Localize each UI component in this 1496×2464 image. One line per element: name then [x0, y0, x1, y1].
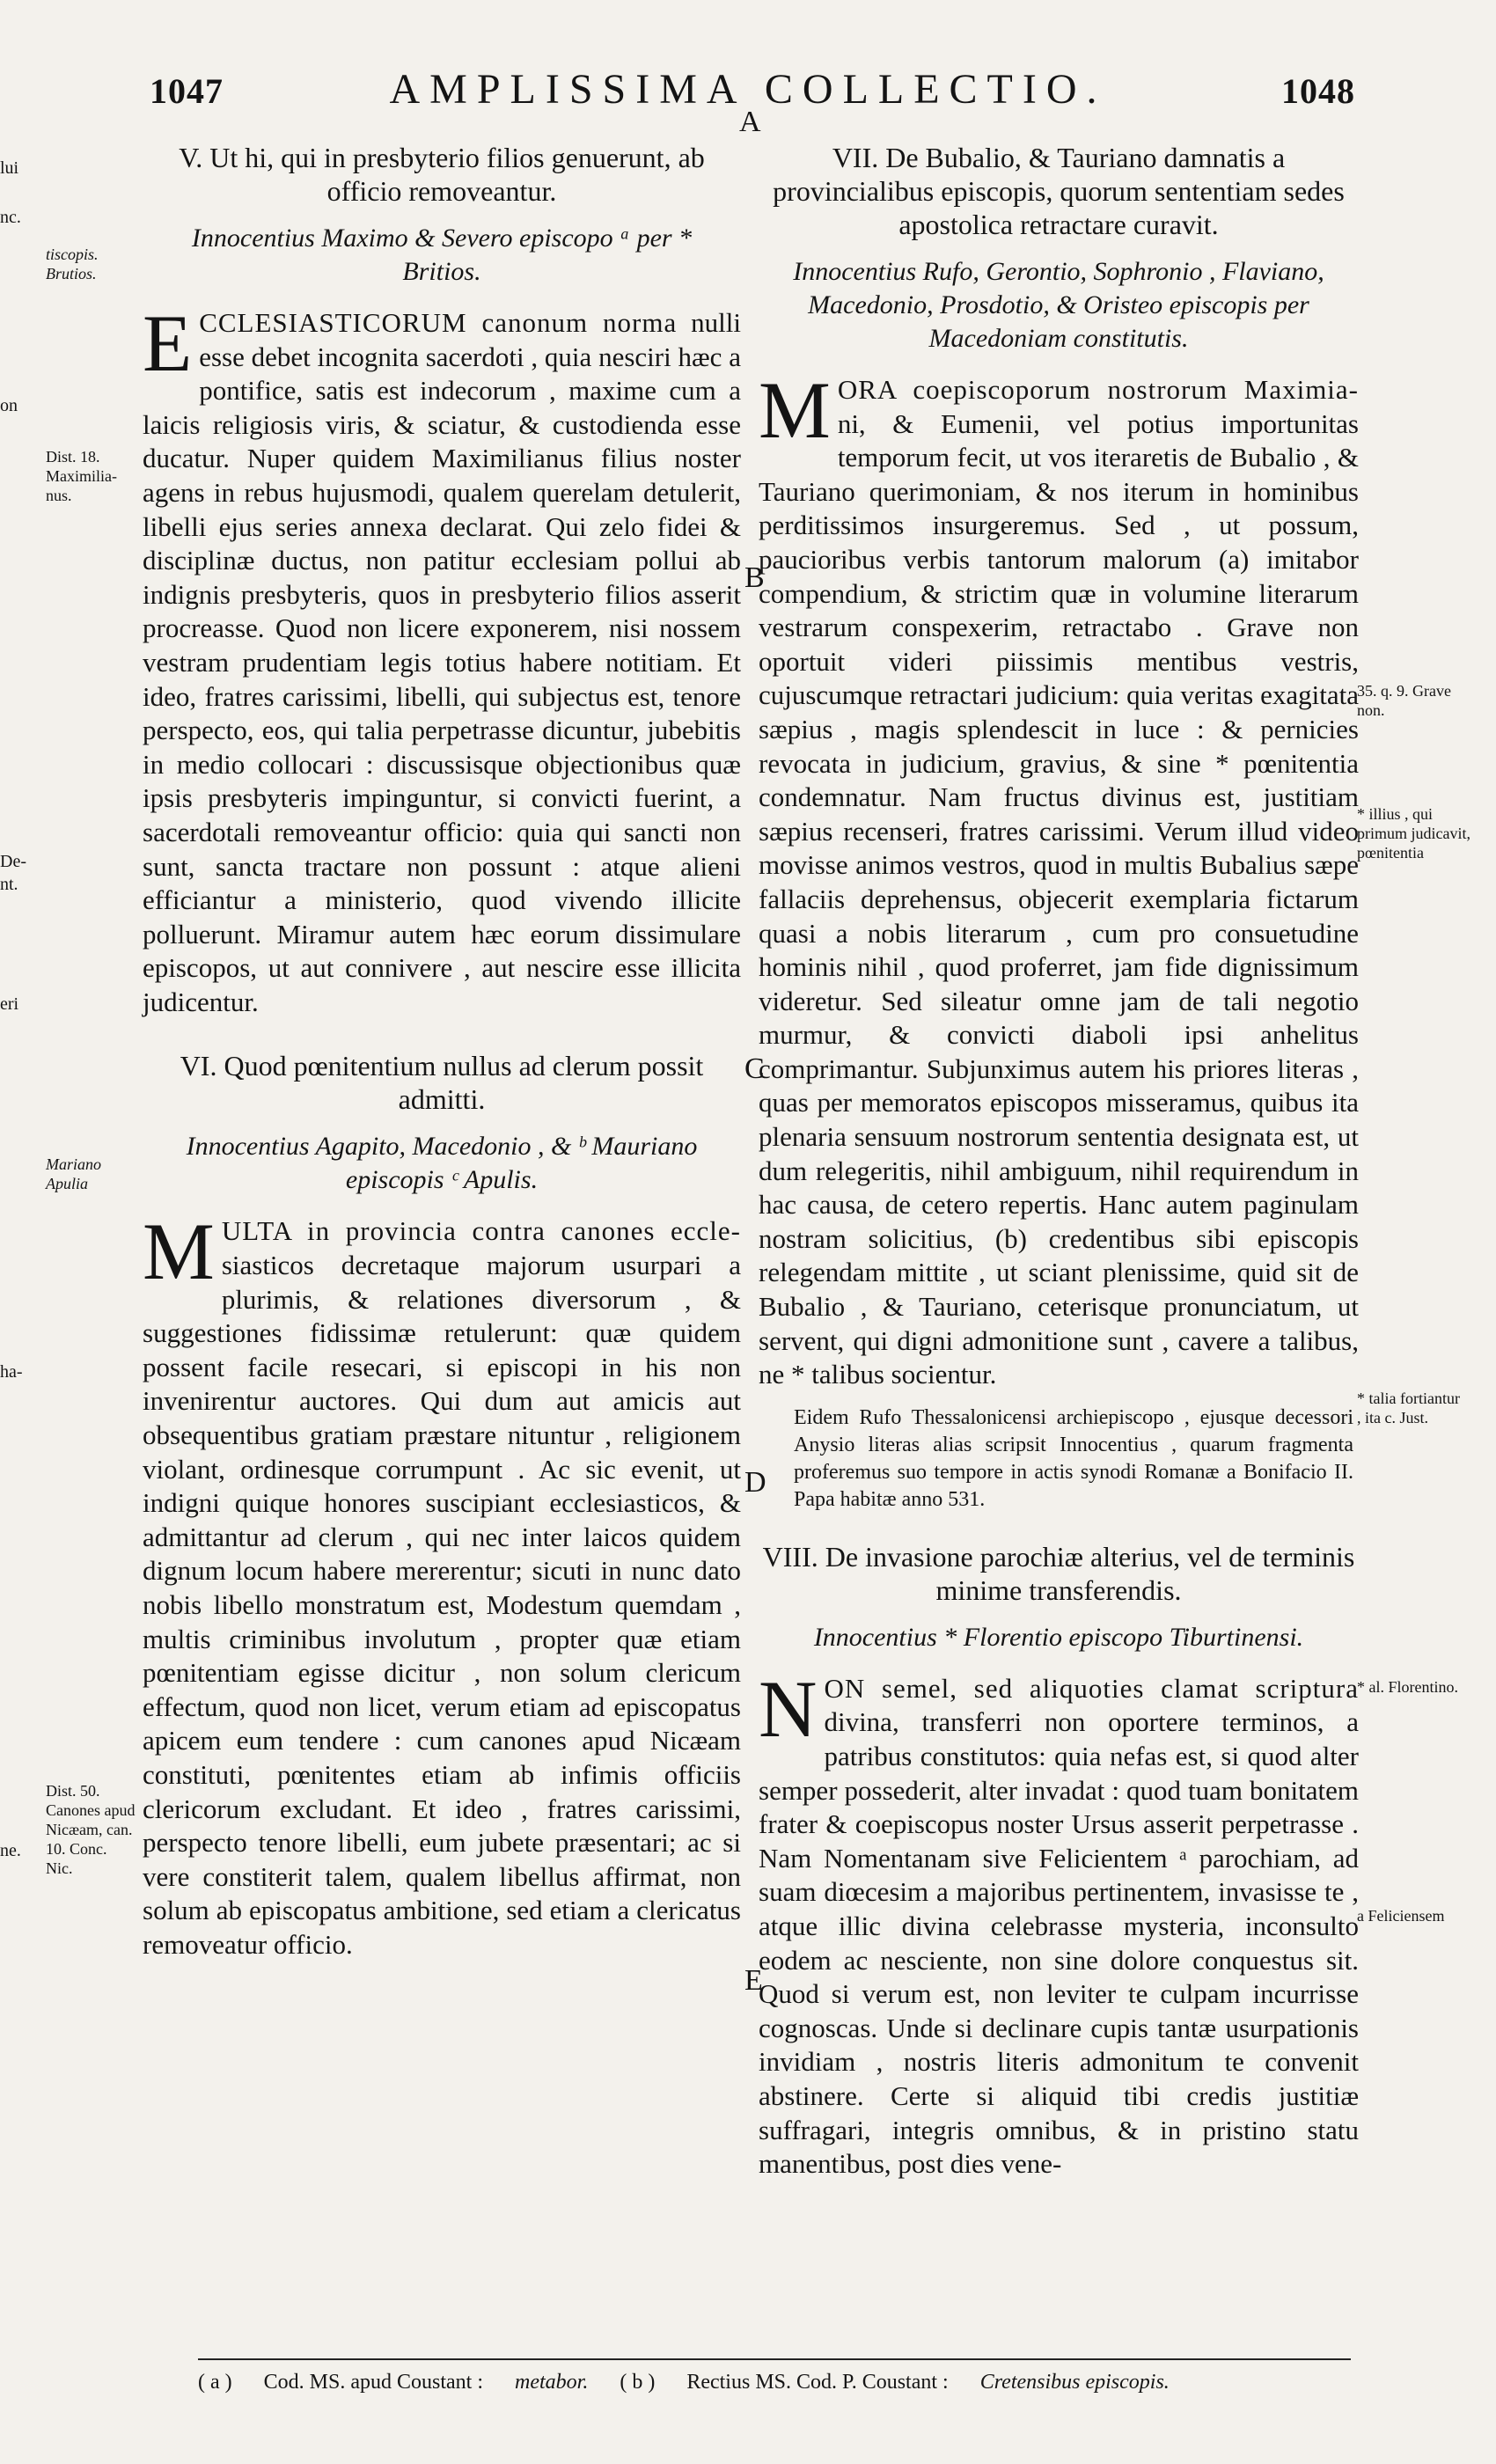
cut-edge-text: De-: [0, 852, 26, 871]
section-mark-a: A: [739, 106, 761, 138]
section-inscription: Innocentius Agapito, Macedonio , & ᵇ Mauriano episcopis ᶜ Apulis.: [186, 1132, 698, 1195]
margin-letter-b: B: [744, 561, 765, 594]
paragraph-text: divina, transferri non oportere terminos, a patribus constitutos: quia nefas est, si quod alter semper possederit, alter invadat : quod tuam bonitatem frater & coepiscopus noster Ursus asserit perpetrasse . Nam Nomentanam sive Felicientem ᵃ parochiam, ad suam diœcesim a majoribus pertinentem, invasisse te , atque illic divina celebrasse mysteria, inconsulto eodem ac nesciente, non sine dolore conquestus sit. Quod si verum est, non leviter te culpam incurrisse cognoscas. Unde si declinare cupis tantæ usurpationis invidiam , nostris literis admonitum te convenit abstinere. Certe si aliquid tibi credis justitiæ suffragari, integris omnibus, & in pristino statu manentibus, post dies vene-: [759, 1706, 1359, 2180]
margin-note: Apulia: [46, 1175, 88, 1192]
margin-note: Dist. 18. Maximilia-nus.: [46, 448, 117, 504]
margin-note: 35. q. 9. Grave non.: [1357, 682, 1451, 719]
drop-capital: M: [143, 1206, 215, 1297]
footnote-text: Rectius MS. Cod. P. Coustant :: [686, 2371, 949, 2394]
margin-note: Dist. 50. Canones apud Nicæam, can. 10. Conc. Nic.: [46, 1782, 136, 1877]
margin-letter-d: D: [744, 1466, 766, 1499]
paragraph-text: siasticos decretaque majorum usurpari a plurimis, & relationes diversorum , & suggestiones fidissimæ retulerunt: quæ quidem possent facile resecari, si episcopi in his non invenirentur auctores. Qui dum aut amicis aut obsequentibus gratiam præstare nituntur , religionem violant, ordinesque corrumpunt . Ac sic evenit, ut indigni quique honores suscipiant ecclesiasticos, & admittantur ad clerum , qui nec inter laicos quidem dignum locum habere mererentur; sicuti in nunc dato nobis libello monstratum est, Modestum quemdam , multis criminibus involutum , propter quæ etiam pœnitentiam egisse dicitur , non solum clericum effectum, quod non licet, verum etiam ad episcopatus apicem eum tendere : cum canones apud Nicæam constituti, pœnitentes etiam ab infimis officiis clericorum excludant. Et ideo , fratres carissimi, perspecto tenore libelli, eum jubete præsentari; ac si vere constiterit talem, qualem libellus affirmat, non solum ab episcopatus ambitione, sed etiam a clericatus removeatur officio.: [143, 1250, 741, 1960]
footnote-label: ( b ): [620, 2371, 656, 2394]
page-number-left: 1047: [150, 71, 224, 111]
margin-note: a Feliciensem: [1357, 1907, 1445, 1925]
running-header: [0, 60, 1496, 113]
margin-letter-e: E: [744, 1964, 763, 1997]
opening-words: ON semel, sed aliquoties clamat scriptura: [824, 1672, 1359, 1704]
section-body: [143, 1206, 741, 1962]
margin-note: * talia fortiantur , ita c. Just.: [1357, 1390, 1460, 1426]
footnote-b: [620, 2371, 1169, 2394]
opening-words: CCLESIASTICORUM canonum norma: [199, 307, 678, 338]
cut-edge-text: eri: [0, 994, 19, 1014]
section-heading: VI. Quod pœnitentium nullus ad clerum possit admitti.: [180, 1050, 704, 1116]
page-number-right: 1048: [1281, 71, 1355, 111]
section-body: [759, 365, 1359, 1392]
margin-note: tiscopis.: [46, 246, 99, 263]
footnote-text: Cod. MS. apud Coustant :: [263, 2371, 483, 2394]
right-column: [759, 141, 1359, 2211]
cut-edge-text: nt.: [0, 875, 18, 894]
footnote-a: [198, 2371, 593, 2394]
footnote-label: ( a ): [198, 2371, 232, 2394]
footnote-reading: Cretensibus episcopis.: [979, 2371, 1170, 2394]
footnotes: [198, 2369, 1360, 2395]
section-heading: VII. De Bubalio, & Tauriano damnatis a provincialibus episcopis, quorum sententiam sedes apostolica retractare curavit.: [773, 142, 1345, 240]
paragraph-text: nulli esse debet incognita sacerdoti , quia nesciri hæc a pontifice, satis est indecorum , maxime cum a laicis religiosis viris, & sciatur, & custodienda esse ducatur. Nuper quidem Maximilianus filius noster agens in rebus hujusmodi, qualem querelam detulerit, libelli ejus series annexa declarat. Qui zelo fidei & disciplinæ ductus, non patitur ecclesiam pollui ab indignis presbyteris, quos in presbyterio filios asserit procreasse. Quod non licere exponerem, nisi nossem vestram prudentiam legis totius habere notitiam. Et ideo, fratres carissimi, libelli, qui subjectus est, tenore perspecto, eos, qui talia perpetrasse dicuntur, jubebitis in medio collocari : discussisque objectionibus quæ ipsis presbyteris impinguntur, si convicti fuerint, a sacerdotali removeantur officio: quia qui sancti non sunt, sancta tractare non possunt : atque alieni efficiantur a ministerio, quod vivendo illicite polluerunt. Miramur autem hæc eorum dissimulare episcopos, ut aut connivere , aut nescire esse illicita judicentur.: [143, 307, 741, 1017]
margin-letter-c: C: [744, 1052, 765, 1085]
opening-words: ULTA in provincia contra canones eccle-: [221, 1215, 741, 1247]
footnote-rule: [198, 2358, 1351, 2360]
margin-note: Brutios.: [46, 265, 97, 282]
cut-edge-text: ha-: [0, 1362, 23, 1382]
footnote-reading: metabor.: [515, 2371, 589, 2394]
drop-capital: M: [759, 365, 831, 455]
section-body: [143, 298, 741, 1019]
left-column: [143, 141, 741, 1992]
margin-note: * illius , qui primum judicavit, pœnitentia: [1357, 805, 1470, 862]
opening-words: ORA coepiscoporum nostrorum Maximia-: [837, 374, 1359, 405]
margin-note: * al. Florentino.: [1357, 1678, 1458, 1696]
cut-edge-text: nc.: [0, 208, 21, 227]
editorial-note: Eidem Rufo Thessalonicensi archiepiscopo , ejusque decessori Anysio literas alias scripsit Innocentius , quarum fragmenta proferemus suo tempore in actis synodi Romanæ a Bonifacio II. Papa habitæ anno 531.: [794, 1405, 1353, 1511]
section-inscription: Innocentius Rufo, Gerontio, Sophronio , Flaviano, Macedonio, Prosdotio, & Oristeo episcopis per Macedoniam constitutis.: [793, 257, 1324, 353]
section-body: [759, 1663, 1359, 2182]
cut-edge-text: ne.: [0, 1841, 21, 1860]
cut-edge-text: lui: [0, 158, 19, 178]
section-heading: V. Ut hi, qui in presbyterio filios genuerunt, ab officio removeantur.: [179, 142, 705, 207]
section-inscription: Innocentius * Florentio episcopo Tiburtinensi.: [813, 1622, 1304, 1652]
page-title: AMPLISSIMA COLLECTIO.: [389, 66, 1107, 113]
paragraph-text: ni, & Eumenii, vel potius importunitas temporum fecit, ut vos iteraretis de Bubalio , & Tauriano querimoniam, & nos iterum in hominibus perditissimos insurgeremus. Sed , ut possum, paucioribus verbis tantorum malorum (a) imitabor compendium, & strictim quæ in volumine literarum vestrarum conspexerim, retractabo . Grave non oportuit videri piissimis mentibus vestris, cujuscumque retractari judicium: quia veritas exagitata sæpius , magis splendescit in luce : & pernicies revocata in judicium, gravius, & sine * pœnitentia condemnatur. Nam fructus divinus est, justitiam sæpius recenseri, fratres carissimi. Verum illud video movisse animos vestros, quod in multis Bubalius sæpe fallaciis deprehensus, objecerit exemplaria fictarum quasi a nobis literarum , cum pro consuetudine hominis nihil , quod proferret, jam fide dignissimum videretur. Sed sileatur omne jam de tali negotio murmur, & convicti diaboli ipsi anhelitus comprimantur. Subjunximus autem his priores literas , quas per memoratos episcopos misseramus, quibus ita plenaria sensuum nostrorum sententia designata est, ut dum relegeritis, nihil ambiguum, nihil requirendum in hac causa, de cetero repertis. Hanc autem paginulam nostram solicitius, (b) credentibus sibi episcopis relegendam mittite , ut sciant plenissime, quid sit de Bubalio , & Tauriano, ceterisque pronunciatum, ut servent, qui digni admonitione sunt , cavere a talibus, ne * talibus socientur.: [759, 407, 1359, 1390]
cut-edge-text: on: [0, 396, 18, 415]
margin-note: Mariano: [46, 1155, 101, 1173]
drop-capital: N: [759, 1663, 818, 1754]
drop-capital: E: [143, 298, 193, 388]
section-heading: VIII. De invasione parochiæ alterius, vel de terminis minime transferendis.: [762, 1540, 1355, 1606]
section-inscription: Innocentius Maximo & Severo episcopo ᵃ per * Britios.: [191, 224, 693, 286]
